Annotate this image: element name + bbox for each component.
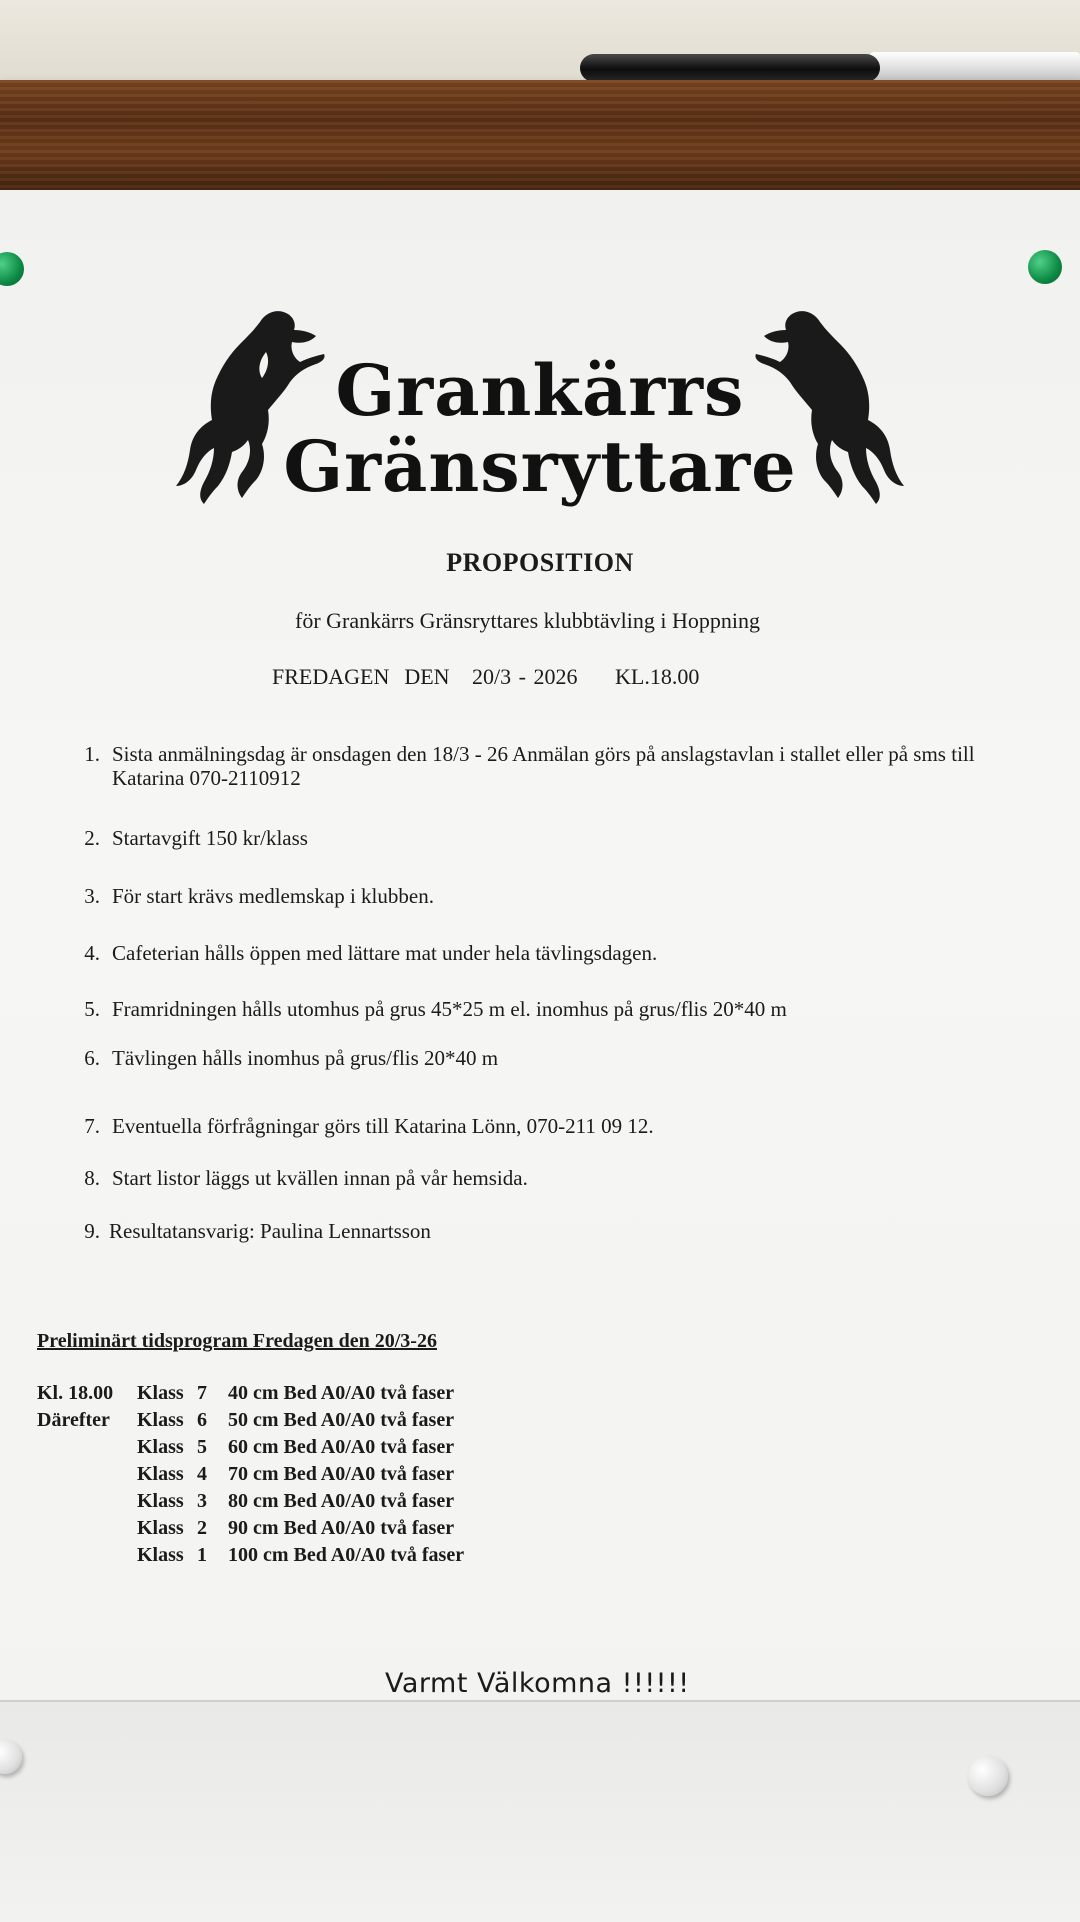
schedule-class-number: 7	[197, 1382, 207, 1404]
page-title: PROPOSITION	[446, 548, 634, 577]
welcome-text: Varmt Välkomna !!!!!!	[385, 1668, 690, 1699]
event-date: FREDAGEN DEN 20/3 - 2026 KL.18.00	[272, 664, 700, 689]
schedule-class-desc: 100 cm Bed A0/A0 två faser	[228, 1544, 465, 1566]
item-number: 5.	[84, 997, 100, 1021]
schedule-time: Kl. 18.00	[37, 1382, 114, 1404]
schedule-class-desc: 40 cm Bed A0/A0 två faser	[228, 1382, 455, 1404]
schedule-class-number: 1	[197, 1544, 207, 1566]
schedule-class-label: Klass	[137, 1544, 184, 1566]
schedule-class-label: Klass	[137, 1463, 184, 1485]
item-number: 6.	[84, 1046, 100, 1070]
schedule-class-desc: 70 cm Bed A0/A0 två faser	[228, 1463, 455, 1485]
item-number: 2.	[84, 826, 100, 850]
club-name-line2: Gränsryttare	[283, 425, 797, 508]
schedule-class-number: 4	[197, 1463, 207, 1485]
white-pushpin-icon	[968, 1756, 1008, 1796]
schedule-class-desc: 90 cm Bed A0/A0 två faser	[228, 1517, 455, 1539]
schedule-class-label: Klass	[137, 1382, 184, 1404]
green-pushpin-icon	[1028, 250, 1062, 284]
item-text: Framridningen hålls utomhus på grus 45*25 m el. inomhus på grus/flis 20*40 m	[112, 997, 787, 1021]
lower-sheet	[0, 1700, 1080, 1922]
schedule-class-label: Klass	[137, 1517, 184, 1539]
schedule-class-number: 2	[197, 1517, 207, 1539]
item-text: För start krävs medlemskap i klubben.	[112, 884, 434, 908]
schedule-title: Preliminärt tidsprogram Fredagen den 20/3-26	[37, 1330, 437, 1352]
item-number: 7.	[84, 1114, 100, 1138]
item-text: Sista anmälningsdag är onsdagen den 18/3 - 26 Anmälan görs på anslagstavlan i stallet eller på sms till Katarina 070-2110912	[112, 742, 975, 790]
item-text: Start listor läggs ut kvällen innan på vår hemsida.	[112, 1166, 528, 1190]
subtitle: för Grankärrs Gränsryttares klubbtävling i Hoppning	[295, 608, 760, 633]
schedule-class-label: Klass	[137, 1409, 184, 1431]
club-logo	[170, 300, 910, 520]
item-text: Resultatansvarig: Paulina Lennartsson	[109, 1219, 431, 1243]
schedule-class-desc: 80 cm Bed A0/A0 två faser	[228, 1490, 455, 1512]
schedule-time: Därefter	[37, 1409, 110, 1431]
schedule-class-number: 5	[197, 1436, 207, 1458]
item-number: 4.	[84, 941, 100, 965]
wooden-board	[0, 80, 1080, 208]
item-text: Eventuella förfrågningar görs till Katarina Lönn, 070-211 09 12.	[112, 1114, 654, 1138]
item-number: 8.	[84, 1166, 100, 1190]
schedule-class-label: Klass	[137, 1436, 184, 1458]
schedule-class-desc: 60 cm Bed A0/A0 två faser	[228, 1436, 455, 1458]
item-number: 9.	[84, 1219, 100, 1243]
item-number: 3.	[84, 884, 100, 908]
schedule-class-number: 3	[197, 1490, 207, 1512]
pen-cap	[580, 54, 880, 82]
item-text: Startavgift 150 kr/klass	[112, 826, 308, 850]
club-name-line1: Grankärrs	[335, 349, 745, 432]
schedule-class-number: 6	[197, 1409, 207, 1431]
schedule-class-desc: 50 cm Bed A0/A0 två faser	[228, 1409, 455, 1431]
schedule-class-label: Klass	[137, 1490, 184, 1512]
item-text: Cafeterian hålls öppen med lättare mat under hela tävlingsdagen.	[112, 941, 658, 965]
item-text: Tävlingen hålls inomhus på grus/flis 20*40 m	[112, 1046, 499, 1070]
item-number: 1.	[84, 742, 100, 766]
